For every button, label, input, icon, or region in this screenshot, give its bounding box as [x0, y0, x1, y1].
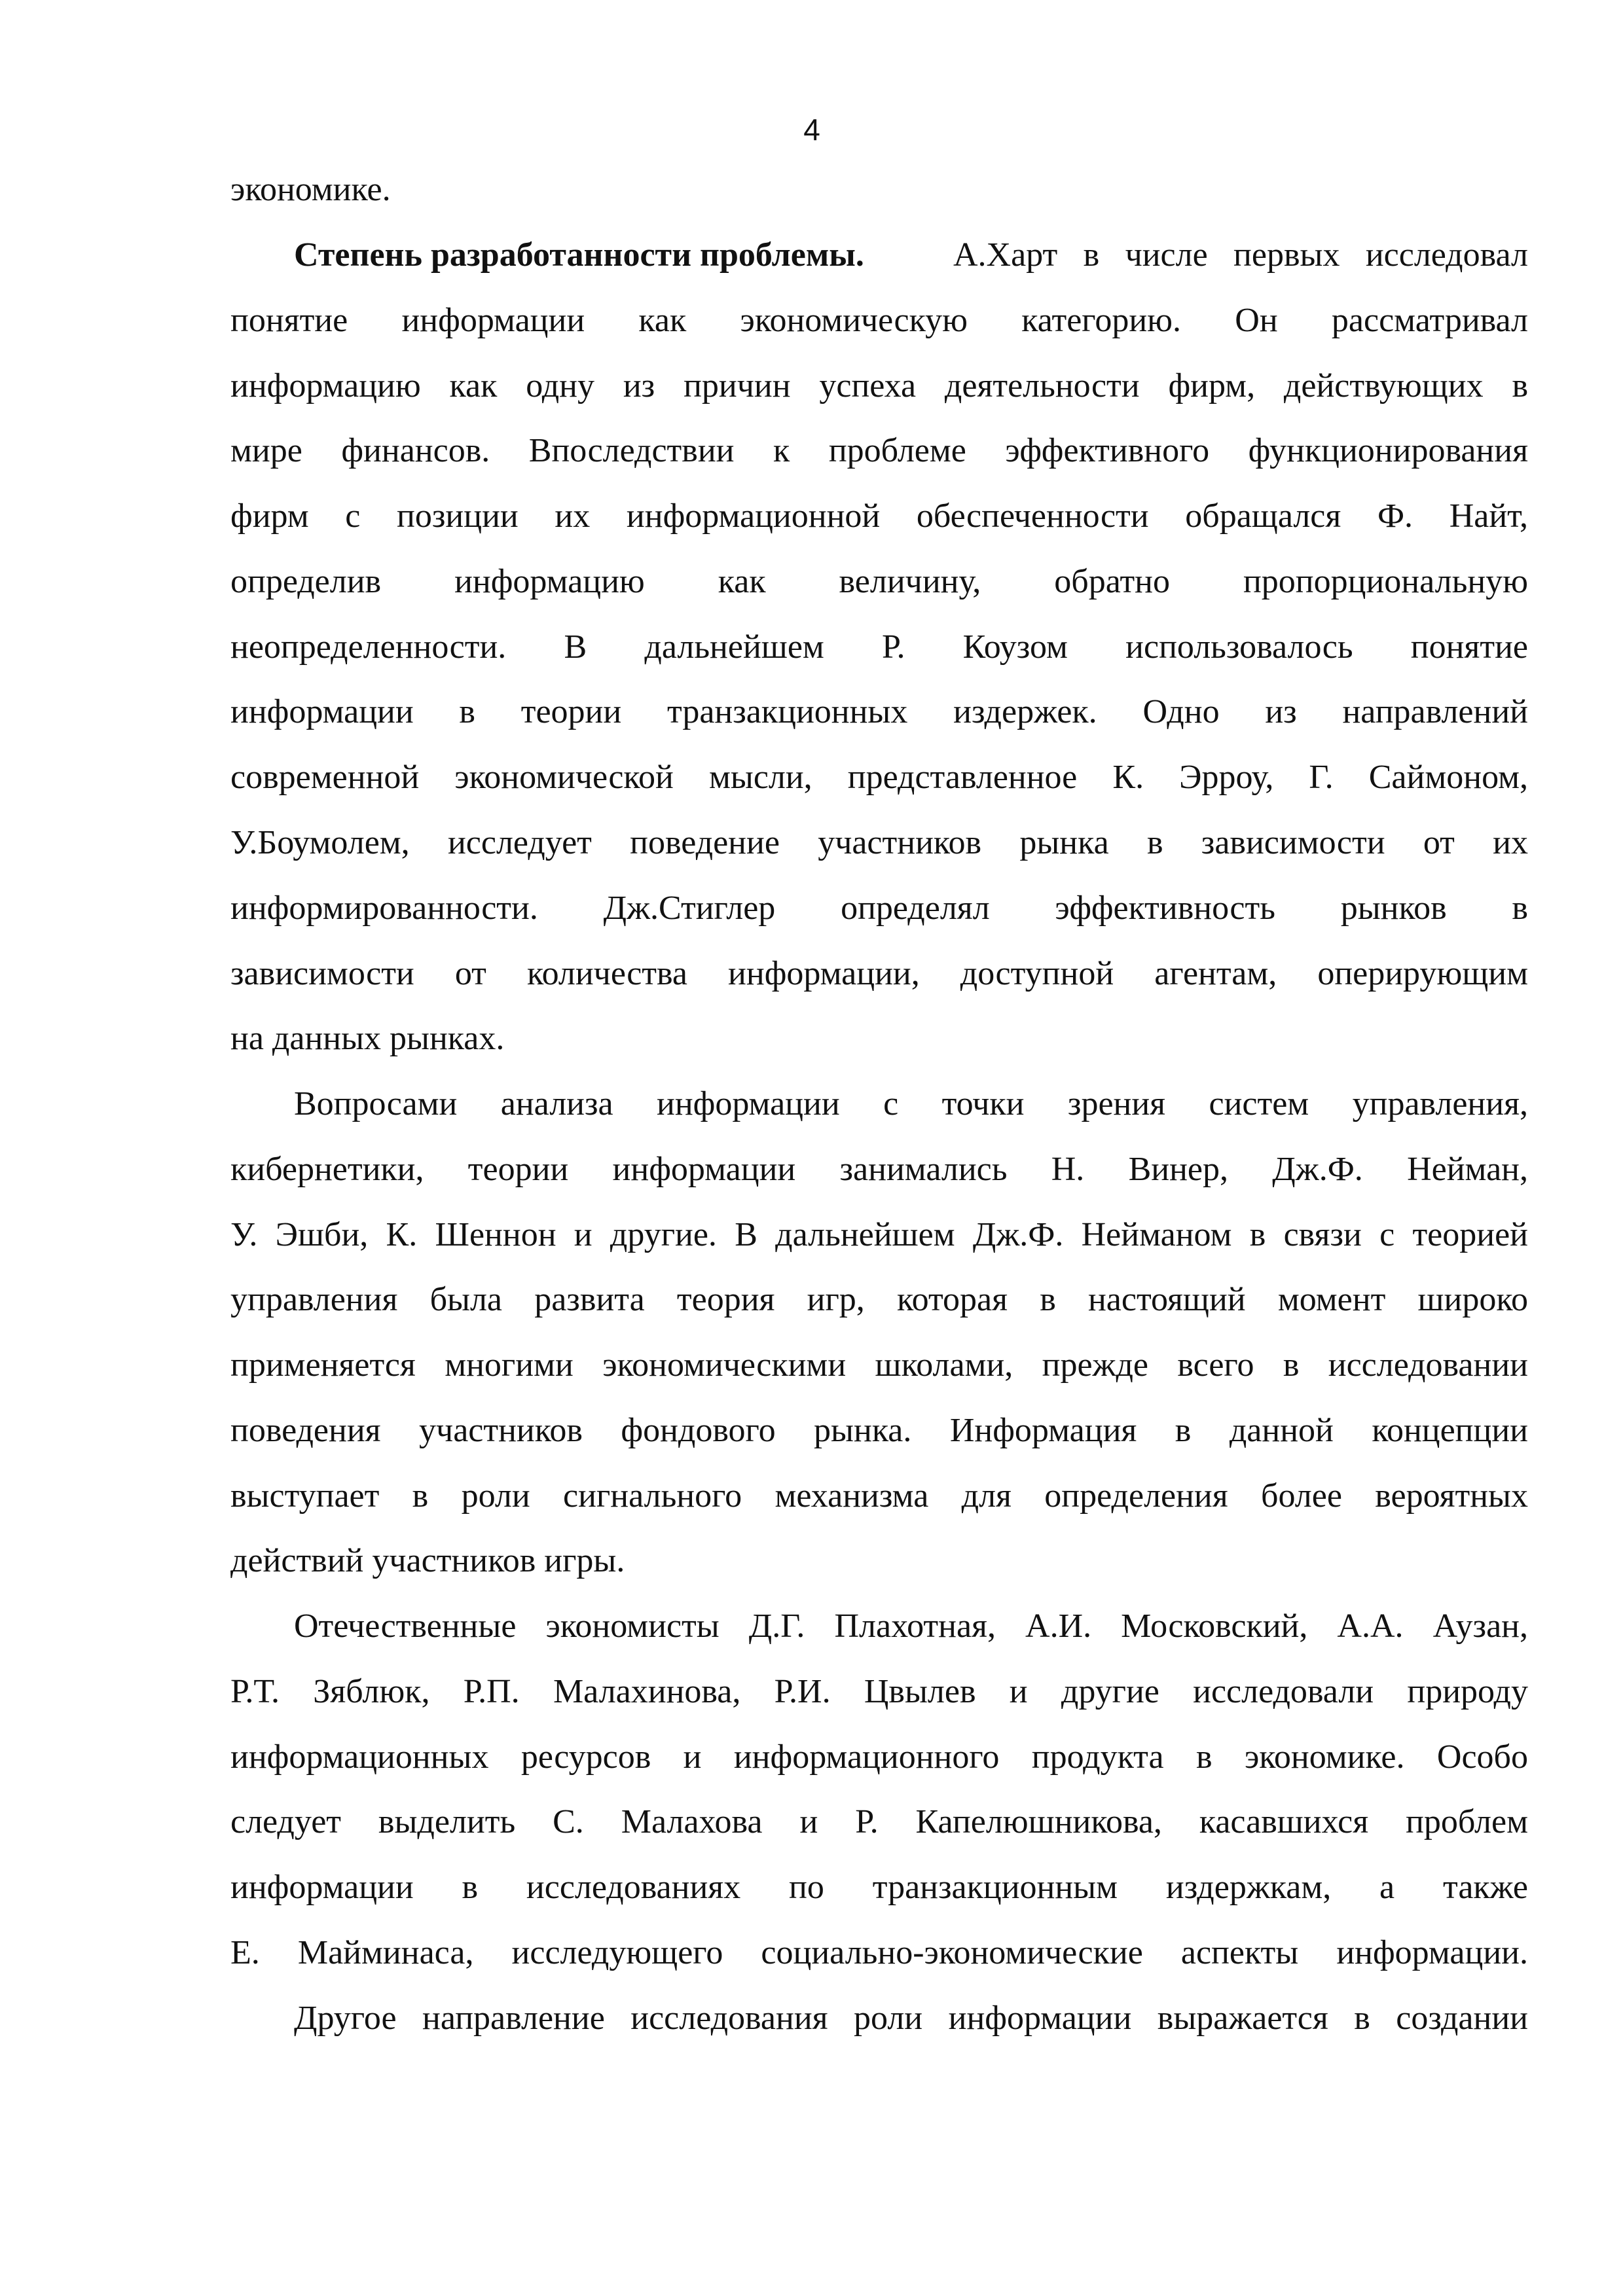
text-line: на данных рынках. [230, 1020, 505, 1057]
page-number: 4 [803, 113, 820, 147]
text-line: выступает в роли сигнального механизма для определения более вероятных [230, 1477, 1528, 1515]
text-line: Другое направление исследования роли информации выражается в создании [294, 2000, 1528, 2037]
text-line: Отечественные экономисты Д.Г. Плахотная, А.И. Московский, А.А. Аузан, [294, 1607, 1528, 1645]
text-line: информированности. Дж.Стиглер определял эффективность рынков в [230, 889, 1528, 927]
text-line: Вопросами анализа информации с точки зрения систем управления, [294, 1085, 1528, 1122]
text-line: зависимости от количества информации, доступной агентам, оперирующим [230, 955, 1528, 992]
text-line: экономике. [230, 171, 391, 208]
text-line: понятие информации как экономическую категорию. Он рассматривал [230, 302, 1528, 339]
text-line: действий участников игры. [230, 1542, 625, 1579]
text-line: информацию как одну из причин успеха деятельности фирм, действующих в [230, 367, 1528, 404]
text-line: кибернетики, теории информации занимались Н. Винер, Дж.Ф. Нейман, [230, 1151, 1528, 1188]
text-line: Степень разработанности проблемы. А.Харт в числе первых исследовал [0, 234, 1623, 277]
section-heading: Степень разработанности проблемы. [294, 236, 864, 274]
text-line: информации в исследованиях по транзакционным издержкам, а также [230, 1869, 1528, 1906]
text-line: управления была развита теория игр, которая в настоящий момент широко [230, 1281, 1528, 1318]
text-line: применяется многими экономическими школами, прежде всего в исследовании [230, 1346, 1528, 1384]
text-line: информации в теории транзакционных издержек. Одно из направлений [230, 693, 1528, 730]
text-line: У.Боумолем, исследует поведение участников рынка в зависимости от их [230, 824, 1528, 861]
text-line: информационных ресурсов и информационного продукта в экономике. Особо [230, 1738, 1528, 1776]
text-line: определив информацию как величину, обратно пропорциональную [230, 563, 1528, 600]
text-line: современной экономической мысли, представленное К. Эрроу, Г. Саймоном, [230, 759, 1528, 796]
text-line: следует выделить С. Малахова и Р. Капелюшникова, касавшихся проблем [230, 1803, 1528, 1840]
text-line: поведения участников фондового рынка. Информация в данной концепции [230, 1412, 1528, 1449]
text-line: Е. Майминаса, исследующего социально-экономические аспекты информации. [230, 1934, 1528, 1971]
text-line: У. Эшби, К. Шеннон и другие. В дальнейшем Дж.Ф. Нейманом в связи с теорией [230, 1216, 1528, 1253]
text-line: фирм с позиции их информационной обеспеченности обращался Ф. Найт, [230, 497, 1528, 535]
text-line: Р.Т. Зяблюк, Р.П. Малахинова, Р.И. Цвылев и другие исследовали природу [230, 1673, 1528, 1710]
text-line: неопределенности. В дальнейшем Р. Коузом использовалось понятие [230, 628, 1528, 666]
text-line: мире финансов. Впоследствии к проблеме эффективного функционирования [230, 432, 1528, 469]
